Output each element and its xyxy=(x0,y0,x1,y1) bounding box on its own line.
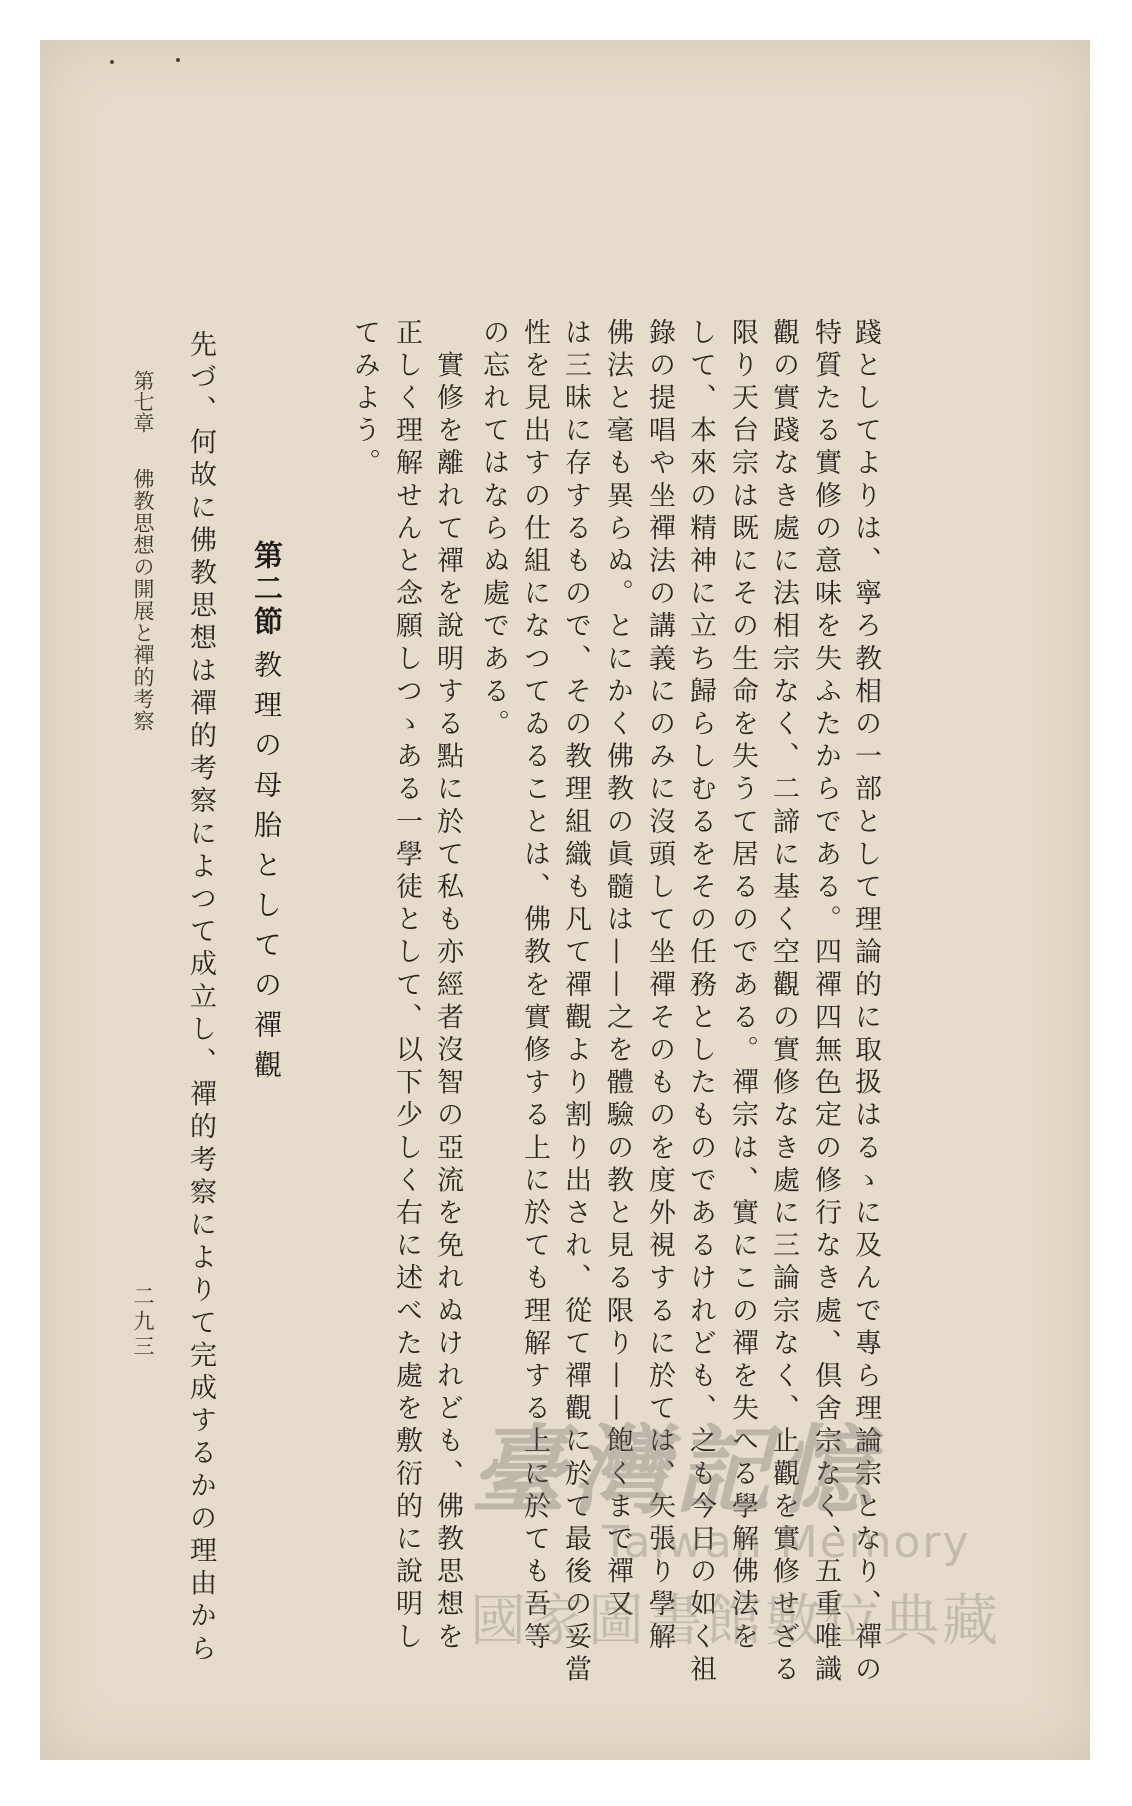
page-number: 二九三 xyxy=(131,1285,155,1360)
chapter-label: 第七章 xyxy=(131,370,155,433)
body-line: 踐としてよりは、寧ろ教相の一部として理論的に取扱はるゝに及んで專ら理論宗となり、禪の xyxy=(850,318,881,1688)
body-line: 實修を離れて禪を說明する點に於て私も亦經者沒智の亞流を免れぬけれども、佛教思想を xyxy=(432,318,463,1655)
section-title: 教理の母胎としての禪觀 xyxy=(250,650,283,1090)
body-line: の忘れてはならぬ處である。 xyxy=(478,318,509,742)
body-line: 佛法と毫も異らぬ。とにかく佛教の眞髓は——之を體驗の教と見る限り——飽くまで禪又 xyxy=(602,318,633,1622)
section-number: 第二節 xyxy=(250,540,284,639)
speck xyxy=(110,60,114,64)
watermark-english: Taiwan Memory xyxy=(602,1517,971,1568)
watermark-chinese: 臺灣記憶 xyxy=(470,1414,878,1527)
speck xyxy=(176,58,180,62)
body-line: 限り天台宗は既にその生命を失うて居るのである。禪宗は、實にこの禪を失へる學解佛法を xyxy=(727,318,758,1655)
watermark-library: 國家圖書館數位典藏 xyxy=(470,1589,1001,1654)
body-line: 觀の實踐なき處に法相宗なく、二諦に基く空觀の實修なき處に三論宗なく、止觀を實修せざる xyxy=(768,318,799,1688)
body-line: 特質たる實修の意味を失ふたからである。四禪四無色定の修行なき處、倶舍宗なく、五重唯識 xyxy=(810,318,841,1688)
body-line: して、本來の精神に立ち歸らしむるをその任務としたものであるけれども、之も今日の如く祖 xyxy=(685,318,716,1688)
body-line: 正しく理解せんと念願しつゝある一學徒として、以下少しく右に述べた處を敷衍的に說明し xyxy=(391,318,422,1655)
body-line: 性を見出すの仕組になつてゐることは、佛教を實修する上に於ても理解する上に於ても吾等 xyxy=(519,318,550,1655)
chapter-title: 佛教思想の開展と禪的考察 xyxy=(131,468,155,732)
book-page xyxy=(40,40,1090,1760)
body-line: は三昧に存するもので、その教理組織も凡て禪觀より割り出され、從て禪觀に於て最後の妥當 xyxy=(560,318,591,1688)
body-line-final: 先づ、何故に佛教思想は禪的考察によつて成立し、禪的考察によりて完成するかの理由から xyxy=(185,330,216,1667)
body-line: 錄の提唱や坐禪法の講義にのみに沒頭して坐禪そのものを度外視するに於ては、矢張り學解 xyxy=(644,318,675,1655)
body-line: てみよう。 xyxy=(349,318,380,481)
